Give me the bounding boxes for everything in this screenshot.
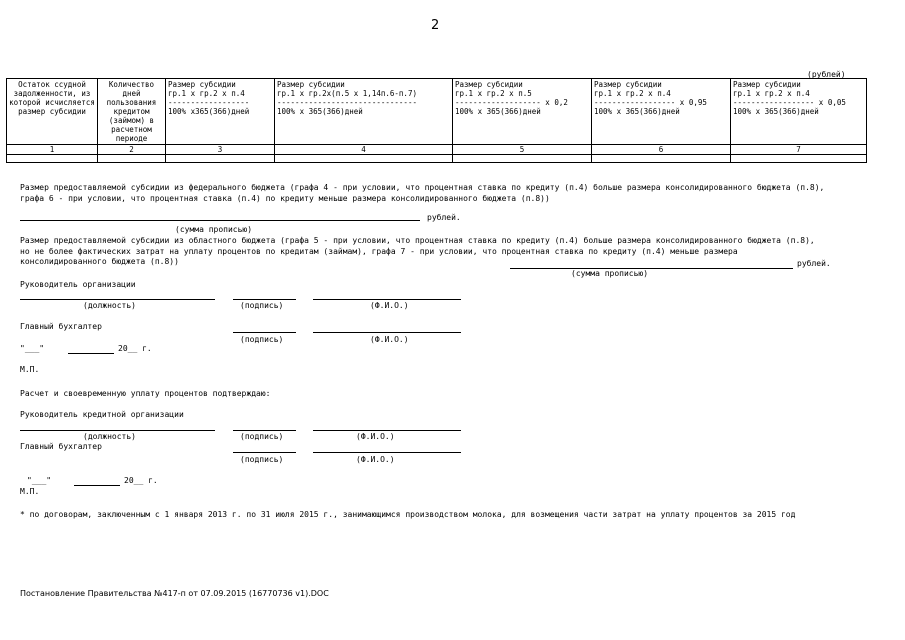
accountant-signature-caption: (подпись) [240,335,284,344]
column-number: 1 [7,145,98,155]
confirm-text: Расчет и своевременную уплату процентов подтверждаю: [20,389,271,398]
credit-accountant-signature-line [233,452,296,453]
header-cell-6 [592,79,731,145]
column-number: 4 [275,145,453,155]
page-number: 2 [431,18,440,33]
org-position-caption: (должность) [83,301,136,310]
federal-rubles: рублей. [427,213,461,222]
credit-date-month-line [74,485,120,486]
formula-6: гр.1 x гр.2 x п.4 ------------------ x 0,95 100% x 365(366)дней [594,89,707,116]
header-cell-3 [166,79,275,145]
regional-sum-line [510,268,793,269]
header-cell-7 [731,79,867,145]
credit-accountant-fio-caption: (Ф.И.О.) [356,455,395,464]
accountant-fio-line [313,332,461,333]
table-cell [98,155,166,163]
org-signature-line [233,299,296,300]
column-number: 2 [98,145,166,155]
table-cell [453,155,592,163]
credit-chief-accountant-label: Главный бухгалтер [20,442,102,451]
currency-note: (рублей) [807,70,846,79]
formula-3: гр.1 x гр.2 x п.4 ------------------ 100% x365(366)дней [168,89,250,116]
chief-accountant-label: Главный бухгалтер [20,322,102,331]
formula-4: гр.1 x гр.2x(п.5 x 1,14п.6-п.7) ------------------------------- 100% x 365(366)дней [277,89,417,116]
credit-signature-caption: (подпись) [240,432,284,441]
credit-accountant-signature-caption: (подпись) [240,455,284,464]
stamp-label: М.П. [20,365,40,374]
table-cell [7,155,98,163]
date-year: 20__ г. [118,344,152,353]
regional-paragraph: Размер предоставляемой субсидии из областного бюджета (графа 5 - при условии, что процентная ставка по кредиту (п.4) больше размера консолидированного бюджета (п.8), но не более фактических затрат на уплату процентов по кредитам (займам), графа 7 - при условии, что процентная ставка по кредиту (п.4) меньше размера консолидированного бюджета (п.8)) [20,236,815,266]
column-number: 7 [731,145,867,155]
org-fio-caption: (Ф.И.О.) [370,301,409,310]
org-fio-line [313,299,461,300]
regional-rubles: рублей. [797,259,831,268]
column-number: 3 [166,145,275,155]
date-month-line [68,353,114,354]
formula-7: гр.1 x гр.2 x п.4 ------------------ x 0,05 100% x 365(366)дней [733,89,846,116]
column-number: 5 [453,145,592,155]
table-cell [731,155,867,163]
org-position-line [20,299,215,300]
date-day: "___" [20,344,45,353]
credit-signature-line [233,430,296,431]
header-label-7: Размер субсидии [733,80,801,89]
federal-sum-line [20,220,420,221]
header-cell-2: Количество дней пользования кредитом (займом) в расчетном периоде [98,79,166,145]
table-header-row [7,79,867,145]
document-footer: Постановление Правительства №417-п от 07.09.2015 (16770736 v1).DOC [20,589,329,598]
federal-sum-caption: (сумма прописью) [175,225,253,234]
credit-position-line [20,430,215,431]
credit-accountant-fio-line [313,452,461,453]
credit-date-year: 20__ г. [124,476,158,485]
table-cell [166,155,275,163]
header-label-3: Размер субсидии [168,80,236,89]
credit-stamp-label: М.П. [20,487,40,496]
column-number-row [7,145,867,155]
federal-paragraph: Размер предоставляемой субсидии из федерального бюджета (графа 4 - при условии, что процентная ставка по кредиту (п.4) больше размера консолидированного бюджета (п.8), графа 6 - при условии, что процентная ставка (п.4) по кредиту меньше размера консолидированного бюджета (п.8)) [20,183,825,203]
org-signature-caption: (подпись) [240,301,284,310]
header-cell-1: Остаток ссудной задолженности, из которой исчисляется размер субсидии [7,79,98,145]
header-label-6: Размер субсидии [594,80,662,89]
empty-data-row [7,155,867,163]
formula-5: гр.1 x гр.2 x п.5 ------------------- x 0,2 100% x 365(366)дней [455,89,568,116]
column-number: 6 [592,145,731,155]
subsidy-table [6,78,867,163]
accountant-signature-line [233,332,296,333]
org-head-label: Руководитель организации [20,280,136,289]
credit-fio-line [313,430,461,431]
credit-org-head-label: Руководитель кредитной организации [20,410,184,419]
header-label-4: Размер субсидии [277,80,345,89]
table-cell [592,155,731,163]
header-cell-5 [453,79,592,145]
header-cell-4 [275,79,453,145]
credit-position-caption: (должность) [83,432,136,441]
credit-fio-caption: (Ф.И.О.) [356,432,395,441]
accountant-fio-caption: (Ф.И.О.) [370,335,409,344]
footnote: * по договорам, заключенным с 1 января 2013 г. по 31 июля 2015 г., занимающимся производством молока, для возмещения части затрат на уплату процентов за 2015 год [20,510,796,519]
table-cell [275,155,453,163]
credit-date-day: "___" [27,476,52,485]
header-label-5: Размер субсидии [455,80,523,89]
regional-sum-caption: (сумма прописью) [571,269,649,278]
